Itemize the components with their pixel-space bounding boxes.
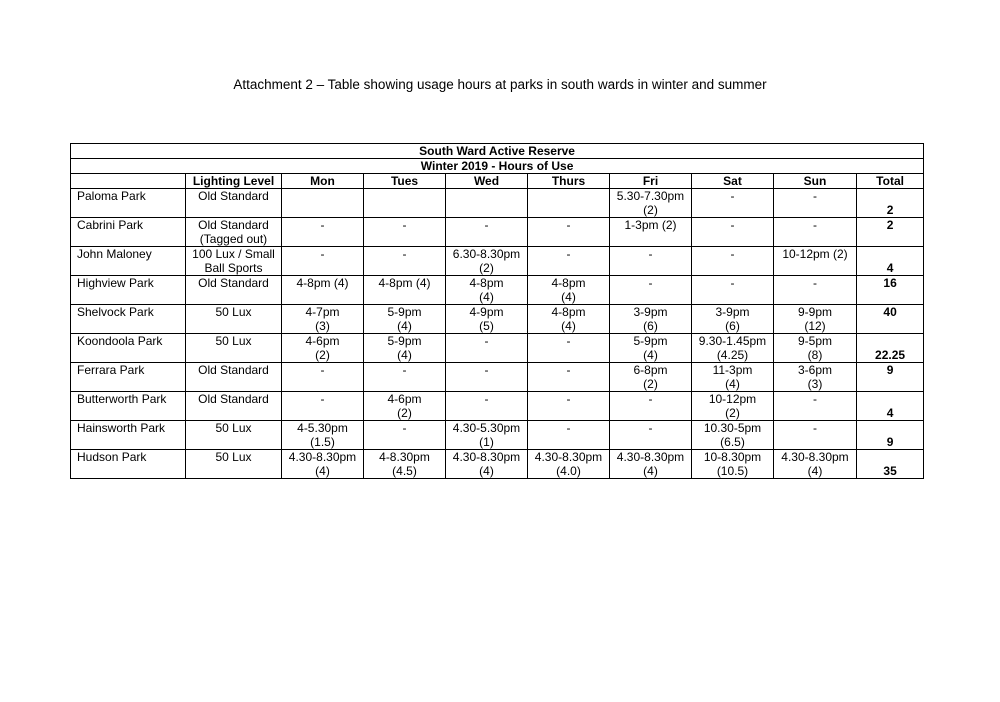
park-name-cell: Shelvock Park bbox=[71, 305, 186, 334]
cell-text: (4) bbox=[643, 464, 658, 478]
cell-text: - bbox=[566, 334, 571, 348]
fri-hours-cell bbox=[610, 421, 692, 450]
cell-text: (4) bbox=[643, 348, 658, 362]
sun-hours-cell bbox=[774, 218, 857, 247]
cell-text: 50 Lux bbox=[215, 334, 252, 348]
tues-hours-cell bbox=[364, 334, 446, 363]
cell-text: - bbox=[566, 392, 571, 406]
cell-text: 4-8pm (4) bbox=[296, 276, 349, 290]
sat-hours-cell bbox=[692, 363, 774, 392]
fri-hours-cell bbox=[610, 450, 692, 479]
cell-text: 10-8.30pm bbox=[703, 450, 762, 464]
cell-text: (4) bbox=[561, 290, 576, 304]
table-subtitle: Winter 2019 - Hours of Use bbox=[71, 159, 924, 174]
cell-text: (3) bbox=[807, 377, 823, 391]
park-name-cell: Cabrini Park bbox=[71, 218, 186, 247]
cell-text: (2) bbox=[479, 261, 494, 275]
table-row bbox=[71, 189, 924, 218]
fri-hours-cell bbox=[610, 247, 692, 276]
table-row bbox=[71, 334, 924, 363]
tues-hours-cell bbox=[364, 218, 446, 247]
cell-text: 5-9pm bbox=[387, 334, 422, 348]
tues-hours-cell bbox=[364, 276, 446, 305]
wed-hours-cell bbox=[446, 305, 528, 334]
total-cell: 4 bbox=[857, 392, 924, 421]
cell-text: - bbox=[484, 392, 489, 406]
mon-hours-cell bbox=[282, 189, 364, 218]
sat-hours-cell bbox=[692, 247, 774, 276]
cell-text: 4-5.30pm bbox=[297, 421, 348, 435]
cell-text: - bbox=[484, 363, 489, 377]
cell-text: 5.30-7.30pm bbox=[616, 189, 685, 203]
sun-hours-cell bbox=[774, 421, 857, 450]
tues-hours-cell bbox=[364, 247, 446, 276]
sun-hours-cell bbox=[774, 189, 857, 218]
column-header: Sun bbox=[774, 174, 857, 189]
thurs-hours-cell bbox=[528, 392, 610, 421]
thurs-hours-cell bbox=[528, 305, 610, 334]
cell-text: (1) bbox=[479, 435, 494, 449]
tues-hours-cell bbox=[364, 189, 446, 218]
thurs-hours-cell bbox=[528, 363, 610, 392]
cell-text: (5) bbox=[479, 319, 494, 333]
cell-text: (2) bbox=[643, 203, 658, 217]
table-row bbox=[71, 218, 924, 247]
thurs-hours-cell bbox=[528, 247, 610, 276]
column-header: Wed bbox=[446, 174, 528, 189]
page-title: Attachment 2 – Table showing usage hours at parks in south wards in winter and summer bbox=[233, 77, 767, 92]
cell-text: 4.30-8.30pm bbox=[288, 450, 357, 464]
thurs-hours-cell bbox=[528, 218, 610, 247]
lighting-level-cell bbox=[186, 392, 282, 421]
sat-hours-cell bbox=[692, 305, 774, 334]
column-header: Sat bbox=[692, 174, 774, 189]
cell-text: 4.30-8.30pm bbox=[452, 450, 521, 464]
cell-text: 5-9pm bbox=[633, 334, 668, 348]
cell-text: - bbox=[402, 247, 407, 261]
table-row bbox=[71, 247, 924, 276]
table-row bbox=[71, 421, 924, 450]
cell-text: 6.30-8.30pm bbox=[452, 247, 521, 261]
cell-text: 100 Lux / Small bbox=[192, 247, 275, 261]
cell-text: - bbox=[402, 421, 407, 435]
wed-hours-cell bbox=[446, 421, 528, 450]
cell-text: 10-12pm (2) bbox=[782, 247, 848, 261]
total-cell: 4 bbox=[857, 247, 924, 276]
cell-text: (6.5) bbox=[720, 435, 745, 449]
sun-hours-cell bbox=[774, 305, 857, 334]
cell-text: 50 Lux bbox=[215, 450, 252, 464]
sat-hours-cell bbox=[692, 334, 774, 363]
cell-text: - bbox=[566, 421, 571, 435]
mon-hours-cell bbox=[282, 334, 364, 363]
column-header-row bbox=[71, 174, 924, 189]
lighting-level-cell bbox=[186, 218, 282, 247]
cell-text: 3-9pm bbox=[633, 305, 668, 319]
total-cell: 2 bbox=[857, 218, 924, 247]
cell-text: - bbox=[320, 392, 325, 406]
cell-text: 5-9pm bbox=[387, 305, 422, 319]
cell-text: 1-3pm (2) bbox=[624, 218, 677, 232]
cell-text: - bbox=[730, 276, 735, 290]
total-cell: 22.25 bbox=[857, 334, 924, 363]
cell-text: 3-6pm bbox=[797, 363, 832, 377]
cell-text: Old Standard bbox=[198, 189, 269, 203]
cell-text: 9-9pm bbox=[797, 305, 832, 319]
cell-text: - bbox=[566, 247, 571, 261]
thurs-hours-cell bbox=[528, 189, 610, 218]
cell-text: (2) bbox=[643, 377, 658, 391]
cell-text: (2) bbox=[397, 406, 412, 420]
cell-text: Ball Sports bbox=[204, 261, 263, 275]
cell-text: (4) bbox=[807, 464, 823, 478]
cell-text: (4) bbox=[397, 319, 412, 333]
column-header: Total bbox=[857, 174, 924, 189]
cell-text: (4) bbox=[397, 348, 412, 362]
cell-text: (4) bbox=[315, 464, 330, 478]
lighting-level-cell bbox=[186, 305, 282, 334]
lighting-level-cell bbox=[186, 334, 282, 363]
cell-text: (6) bbox=[725, 319, 740, 333]
cell-text: 4.30-8.30pm bbox=[616, 450, 685, 464]
park-name-cell: Hainsworth Park bbox=[71, 421, 186, 450]
lighting-level-cell bbox=[186, 363, 282, 392]
cell-text: - bbox=[320, 363, 325, 377]
fri-hours-cell bbox=[610, 392, 692, 421]
thurs-hours-cell bbox=[528, 421, 610, 450]
tues-hours-cell bbox=[364, 421, 446, 450]
table-row bbox=[71, 392, 924, 421]
mon-hours-cell bbox=[282, 392, 364, 421]
cell-text: - bbox=[730, 218, 735, 232]
cell-text: (2) bbox=[315, 348, 330, 362]
cell-text: 3-9pm bbox=[715, 305, 750, 319]
cell-text: 4-8pm bbox=[551, 305, 586, 319]
mon-hours-cell bbox=[282, 363, 364, 392]
cell-text: Old Standard bbox=[198, 276, 269, 290]
table-row bbox=[71, 276, 924, 305]
cell-text: (6) bbox=[643, 319, 658, 333]
sun-hours-cell bbox=[774, 334, 857, 363]
cell-text: 50 Lux bbox=[215, 305, 252, 319]
park-name-cell: Highview Park bbox=[71, 276, 186, 305]
cell-text: - bbox=[566, 218, 571, 232]
cell-text: Old Standard bbox=[198, 363, 269, 377]
cell-text: (10.5) bbox=[716, 464, 749, 478]
total-cell: 2 bbox=[857, 189, 924, 218]
cell-text: 4-8.30pm bbox=[379, 450, 430, 464]
sat-hours-cell bbox=[692, 218, 774, 247]
cell-text: 4.30-8.30pm bbox=[781, 450, 849, 464]
tues-hours-cell bbox=[364, 392, 446, 421]
sat-hours-cell bbox=[692, 189, 774, 218]
cell-text: Old Standard bbox=[198, 218, 269, 232]
sun-hours-cell bbox=[774, 392, 857, 421]
cell-text: 4-8pm bbox=[469, 276, 504, 290]
cell-text: - bbox=[648, 392, 653, 406]
fri-hours-cell bbox=[610, 363, 692, 392]
sun-hours-cell bbox=[774, 450, 857, 479]
cell-text: - bbox=[566, 363, 571, 377]
column-header: Mon bbox=[282, 174, 364, 189]
cell-text: (4) bbox=[725, 377, 740, 391]
wed-hours-cell bbox=[446, 450, 528, 479]
cell-text: 4-7pm bbox=[305, 305, 340, 319]
cell-text: (4.0) bbox=[556, 464, 581, 478]
tues-hours-cell bbox=[364, 450, 446, 479]
table-row bbox=[71, 450, 924, 479]
cell-text: - bbox=[648, 247, 653, 261]
cell-text: (3) bbox=[315, 319, 330, 333]
column-header: Lighting Level bbox=[186, 174, 282, 189]
wed-hours-cell bbox=[446, 218, 528, 247]
cell-text: - bbox=[648, 421, 653, 435]
table-body bbox=[71, 189, 924, 479]
column-header: Tues bbox=[364, 174, 446, 189]
column-header bbox=[71, 174, 186, 189]
cell-text: 4-6pm bbox=[305, 334, 340, 348]
cell-text: 4-8pm (4) bbox=[378, 276, 431, 290]
cell-text: (12) bbox=[804, 319, 826, 333]
park-name-cell: John Maloney bbox=[71, 247, 186, 276]
table-row bbox=[71, 305, 924, 334]
column-header: Fri bbox=[610, 174, 692, 189]
wed-hours-cell bbox=[446, 247, 528, 276]
cell-text: (1.5) bbox=[310, 435, 335, 449]
fri-hours-cell bbox=[610, 276, 692, 305]
mon-hours-cell bbox=[282, 276, 364, 305]
cell-text: (4.5) bbox=[392, 464, 417, 478]
cell-text: - bbox=[813, 189, 817, 203]
wed-hours-cell bbox=[446, 276, 528, 305]
column-header: Thurs bbox=[528, 174, 610, 189]
wed-hours-cell bbox=[446, 363, 528, 392]
cell-text: - bbox=[484, 218, 489, 232]
total-cell: 9 bbox=[857, 363, 924, 392]
total-cell: 16 bbox=[857, 276, 924, 305]
sun-hours-cell bbox=[774, 363, 857, 392]
cell-text: (4) bbox=[479, 290, 494, 304]
cell-text: (4) bbox=[479, 464, 494, 478]
park-name-cell: Hudson Park bbox=[71, 450, 186, 479]
cell-text: - bbox=[402, 218, 407, 232]
total-cell: 40 bbox=[857, 305, 924, 334]
cell-text: 4.30-8.30pm bbox=[534, 450, 603, 464]
cell-text: Old Standard bbox=[198, 392, 269, 406]
mon-hours-cell bbox=[282, 218, 364, 247]
sat-hours-cell bbox=[692, 450, 774, 479]
park-name-cell: Ferrara Park bbox=[71, 363, 186, 392]
sat-hours-cell bbox=[692, 392, 774, 421]
cell-text: - bbox=[648, 276, 653, 290]
park-name-cell: Butterworth Park bbox=[71, 392, 186, 421]
wed-hours-cell bbox=[446, 334, 528, 363]
cell-text: - bbox=[730, 189, 735, 203]
total-cell: 9 bbox=[857, 421, 924, 450]
wed-hours-cell bbox=[446, 189, 528, 218]
thurs-hours-cell bbox=[528, 450, 610, 479]
park-name-cell: Paloma Park bbox=[71, 189, 186, 218]
cell-text: (4) bbox=[561, 319, 576, 333]
mon-hours-cell bbox=[282, 305, 364, 334]
sun-hours-cell bbox=[774, 276, 857, 305]
cell-text: - bbox=[484, 334, 489, 348]
cell-text: 10.30-5pm bbox=[703, 421, 762, 435]
total-cell: 35 bbox=[857, 450, 924, 479]
sun-hours-cell bbox=[774, 247, 857, 276]
fri-hours-cell bbox=[610, 334, 692, 363]
thurs-hours-cell bbox=[528, 334, 610, 363]
cell-text: 4-6pm bbox=[387, 392, 422, 406]
cell-text: 10-12pm bbox=[708, 392, 757, 406]
cell-text: 4.30-5.30pm bbox=[452, 421, 521, 435]
cell-text: 4-8pm bbox=[551, 276, 586, 290]
cell-text: 11-3pm bbox=[712, 363, 753, 377]
cell-text: - bbox=[320, 247, 325, 261]
cell-text: 9-5pm bbox=[797, 334, 832, 348]
mon-hours-cell bbox=[282, 450, 364, 479]
cell-text: (4.25) bbox=[716, 348, 749, 362]
cell-text: 9.30-1.45pm bbox=[698, 334, 767, 348]
cell-text: 4-9pm bbox=[469, 305, 504, 319]
cell-text: - bbox=[813, 218, 817, 232]
cell-text: (8) bbox=[807, 348, 823, 362]
wed-hours-cell bbox=[446, 392, 528, 421]
cell-text: - bbox=[813, 421, 817, 435]
lighting-level-cell bbox=[186, 450, 282, 479]
cell-text: - bbox=[813, 276, 817, 290]
mon-hours-cell bbox=[282, 421, 364, 450]
table-row bbox=[71, 363, 924, 392]
lighting-level-cell bbox=[186, 189, 282, 218]
lighting-level-cell bbox=[186, 247, 282, 276]
sat-hours-cell bbox=[692, 421, 774, 450]
cell-text: (2) bbox=[725, 406, 740, 420]
tues-hours-cell bbox=[364, 363, 446, 392]
cell-text: 50 Lux bbox=[215, 421, 252, 435]
lighting-level-cell bbox=[186, 421, 282, 450]
sat-hours-cell bbox=[692, 276, 774, 305]
cell-text: (Tagged out) bbox=[199, 232, 268, 246]
fri-hours-cell bbox=[610, 305, 692, 334]
lighting-level-cell bbox=[186, 276, 282, 305]
tues-hours-cell bbox=[364, 305, 446, 334]
cell-text: 6-8pm bbox=[633, 363, 668, 377]
table-banner: South Ward Active Reserve bbox=[71, 144, 924, 159]
mon-hours-cell bbox=[282, 247, 364, 276]
cell-text: - bbox=[320, 218, 325, 232]
cell-text: - bbox=[402, 363, 407, 377]
usage-table bbox=[70, 143, 924, 479]
cell-text: - bbox=[730, 247, 735, 261]
fri-hours-cell bbox=[610, 189, 692, 218]
thurs-hours-cell bbox=[528, 276, 610, 305]
cell-text: - bbox=[813, 392, 817, 406]
fri-hours-cell bbox=[610, 218, 692, 247]
park-name-cell: Koondoola Park bbox=[71, 334, 186, 363]
